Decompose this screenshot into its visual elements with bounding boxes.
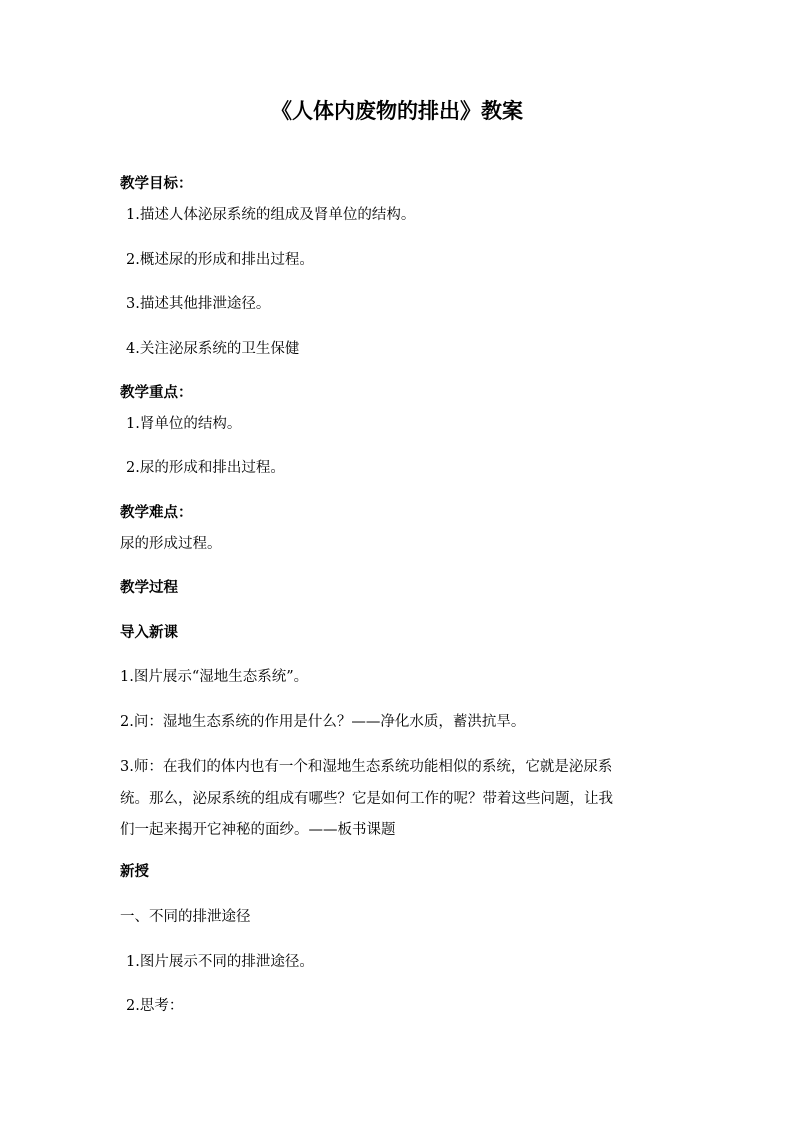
section-1-item-2: 2.思考： bbox=[126, 998, 184, 1014]
intro-item-3-line-3: 们一起来揭开它神秘的面纱。——板书课题 bbox=[120, 822, 396, 838]
key-point-item-2: 2.尿的形成和排出过程。 bbox=[126, 460, 285, 476]
objective-item-3: 3.描述其他排泄途径。 bbox=[126, 296, 271, 312]
intro-item-3-line-2: 统。那么，泌尿系统的组成有哪些？它是如何工作的呢？带着这些问题，让我 bbox=[120, 791, 613, 807]
objective-item-1: 1.描述人体泌尿系统的组成及肾单位的结构。 bbox=[126, 207, 416, 223]
difficulties-text: 尿的形成过程。 bbox=[120, 536, 222, 552]
section-1-item-1: 1.图片展示不同的排泄途径。 bbox=[126, 954, 314, 970]
new-lesson-heading: 新授 bbox=[120, 863, 149, 880]
objective-item-4: 4.关注泌尿系统的卫生保健 bbox=[126, 341, 300, 357]
objective-item-2: 2.概述尿的形成和排出过程。 bbox=[126, 252, 314, 268]
key-points-heading: 教学重点： bbox=[120, 384, 193, 401]
objectives-heading: 教学目标： bbox=[120, 175, 193, 192]
document-title: 《人体内废物的排出》教案 bbox=[271, 98, 523, 123]
intro-item-2: 2.问：湿地生态系统的作用是什么？——净化水质，蓄洪抗旱。 bbox=[120, 714, 526, 730]
difficulties-heading: 教学难点： bbox=[120, 504, 193, 521]
intro-item-3-line-1: 3.师：在我们的体内也有一个和湿地生态系统功能相似的系统，它就是泌尿系 bbox=[120, 759, 613, 775]
key-point-item-1: 1.肾单位的结构。 bbox=[126, 416, 242, 432]
intro-heading: 导入新课 bbox=[120, 624, 178, 641]
intro-item-1: 1.图片展示“湿地生态系统”。 bbox=[120, 669, 309, 685]
section-1-title: 一、不同的排泄途径 bbox=[120, 909, 251, 925]
process-heading: 教学过程 bbox=[120, 579, 178, 596]
